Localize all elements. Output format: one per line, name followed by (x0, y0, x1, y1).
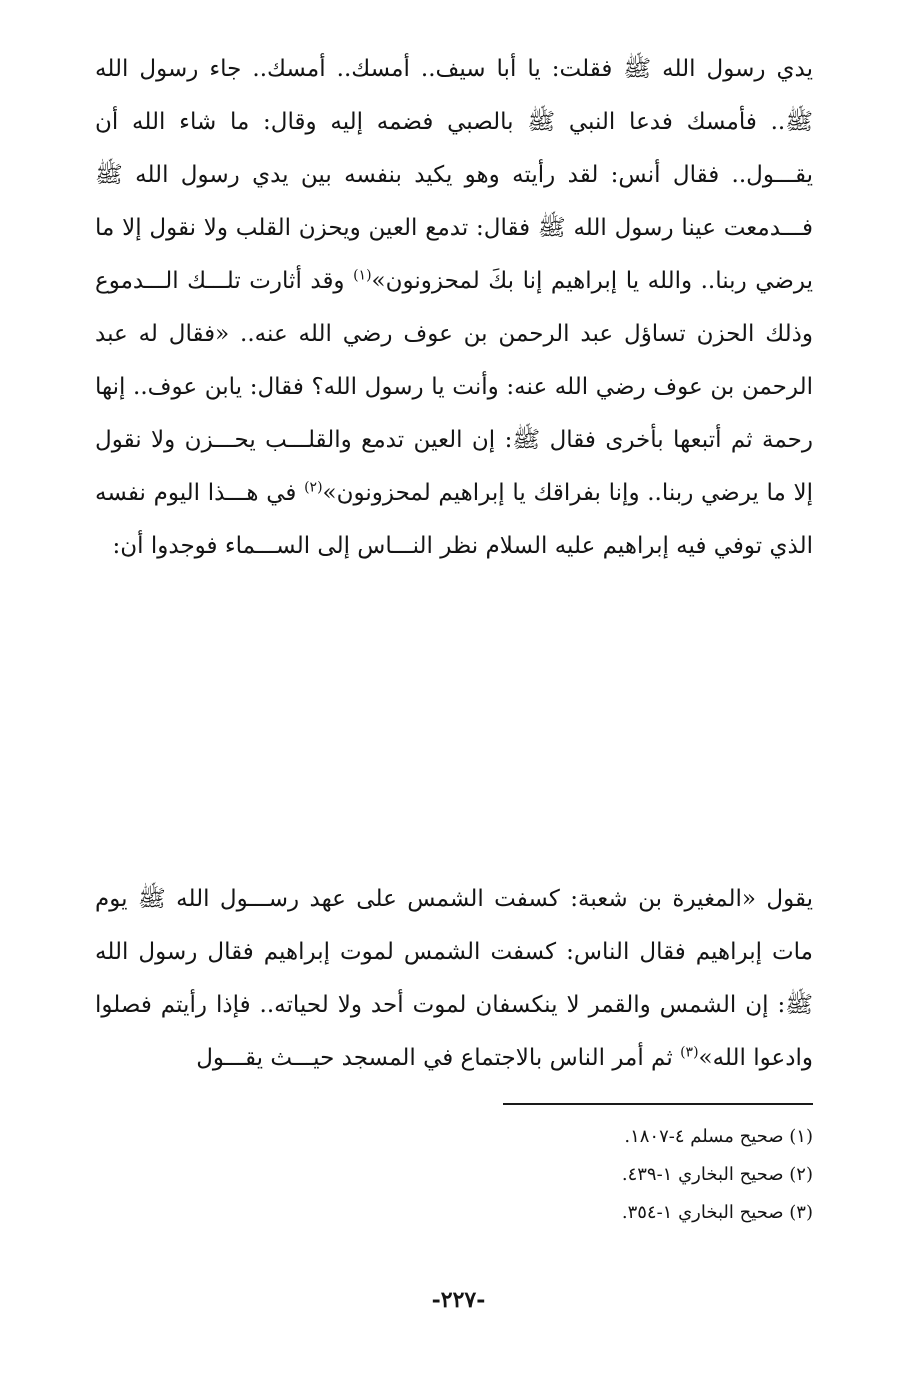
footnote-reference-2: (٢) (304, 479, 323, 496)
footnotes-list (400, 1118, 813, 1232)
paragraph-text: في هـــذا اليوم نفسه الذي توفي فيه إبراهيم عليه السلام نظر النـــاس إلى الســـماء فوجدوا أن: (95, 480, 813, 559)
page-number: -٢٢٧- (431, 1287, 486, 1313)
footnote-item: (١) صحيح مسلم ٤-١٨٠٧. (624, 1126, 813, 1147)
footnote-item: (٢) صحيح البخاري ١-٤٣٩. (621, 1164, 813, 1185)
footnote-divider (503, 1103, 813, 1105)
paragraph-text: ثم أمر الناس بالاجتماع في المسجد حيـــث يقـــول (196, 1045, 681, 1071)
paragraph-text: يقول «المغيرة بن شعبة: كسفت الشمس على عهد رســـول الله ﷺ يوم مات إبراهيم فقال الناس: كسفت الشمس لموت إبراهيم فقال رسول الله ﷺ: إن الشمس والقمر لا ينكسفان لموت أحد ولا لحياته.. فإذا رأيتم فصلوا وادعوا الله» (95, 886, 813, 1071)
footnote-reference-3: (٣) (680, 1044, 699, 1061)
footnote-reference-1: (١) (353, 267, 372, 284)
paragraph-hadith-anas (95, 43, 813, 573)
paragraph-hadith-mughira (95, 873, 813, 1085)
paragraph-text: يدي رسول الله ﷺ فقلت: يا أبا سيف.. أمسك.. أمسك.. جاء رسول الله ﷺ.. فأمسك فدعا النبي ﷺ بالصبي فضمه إليه وقال: ما شاء الله أن يقـــول.. فقال أنس: لقد رأيته وهو يكيد بنفسه بين يدي رسول الله ﷺ فـــدمعت عينا رسول الله ﷺ فقال: تدمع العين ويحزن القلب ولا نقول إلا ما يرضي ربنا.. والله يا إبراهيم إنا بكَ لمحزونون» (95, 56, 814, 294)
paragraph-text: وقد أثارت تلـــك الـــدموع وذلك الحزن تساؤل عبد الرحمن بن عوف رضي الله عنه.. «فقال له عبد الرحمن بن عوف رضي الله عنه: وأنت يا رسول الله؟ فقال: يابن عوف.. إنها رحمة ثم أتبعها بأخرى فقال ﷺ: إن العين تدمع والقلـــب يحـــزن ولا نقول إلا ما يرضي ربنا.. وإنا بفراقك يا إبراهيم لمحزونون» (95, 268, 814, 506)
footnote-item: (٣) صحيح البخاري ١-٣٥٤. (621, 1202, 813, 1223)
